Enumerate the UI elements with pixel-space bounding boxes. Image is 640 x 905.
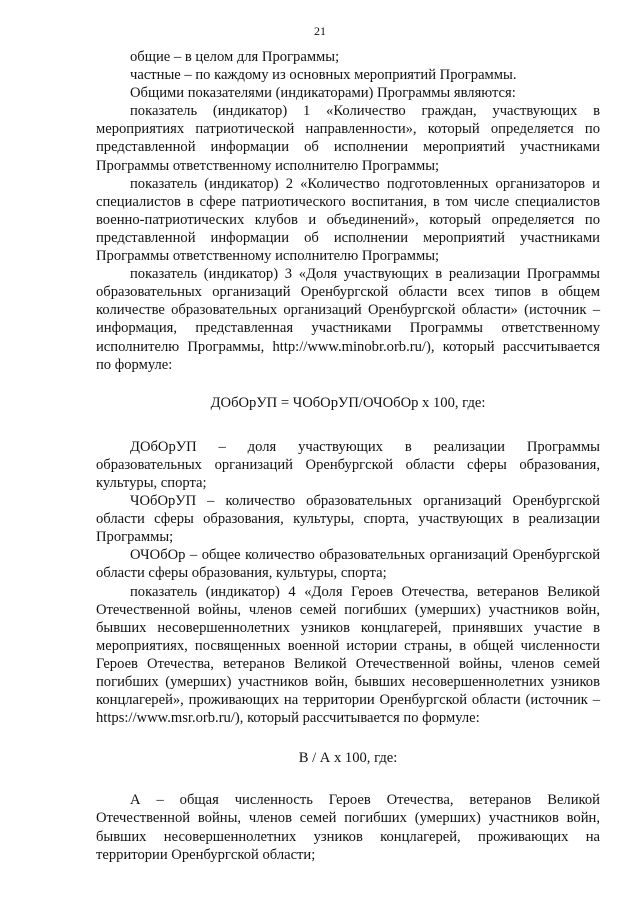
formula-2: В / А x 100, где: xyxy=(298,750,398,767)
paragraph: показатель (индикатор) 1 «Количество граждан, участвующих в мероприятиях патриотической направленности», который определяется по представленной информации об исполнении мероприятий участниками Программы ответственному исполнителю Программы; xyxy=(96,103,600,174)
paragraph: показатель (индикатор) 2 «Количество подготовленных организаторов и специалистов в сфере патриотического воспитания, в том числе специалистов военно-патриотических клубов и объединений», который определяется по представленной информации об исполнении мероприятий участниками Программы ответственному исполнителю Программы; xyxy=(96,175,600,265)
paragraph: общие – в целом для Программы; xyxy=(130,49,340,65)
definition: ДОбОрУП – доля участвующих в реализации Программы образовательных организаций Оренбургской области сферы образования, культуры, спорта; xyxy=(96,438,600,491)
definition: ЧОбОрУП – количество образовательных организаций Оренбургской области сферы образования, культуры, спорта, участвующих в реализации Программы; xyxy=(96,493,600,546)
page-number: 21 xyxy=(314,24,326,38)
definition: ОЧОбОр – общее количество образовательных организаций Оренбургской области сферы образования, культуры, спорта; xyxy=(96,547,600,582)
document-body xyxy=(96,48,600,864)
paragraph: показатель (индикатор) 4 «Доля Героев Отечества, ветеранов Великой Отечественной войны, членов семей погибших (умерших) участников войн, бывших несовершеннолетних узников концлагерей, принявших участие в мероприятиях, посвященных военной истории страны, в общей численности Героев Отечества, ветеранов Великой Отечественной войны, членов семей погибших (умерших) участников войн, бывших несовершеннолетних узников концлагерей», проживающих на территории Оренбургской области (источник – https://www.msr.orb.ru/), который рассчитывается по формуле: xyxy=(96,583,600,727)
definition: А – общая численность Героев Отечества, ветеранов Великой Отечественной войны, членов семей погибших (умерших) участников войн, бывших несовершеннолетних узников концлагерей, проживающих на территории Оренбургской области; xyxy=(96,792,600,863)
paragraph: показатель (индикатор) 3 «Доля участвующих в реализации Программы образовательных организаций Оренбургской области всех типов в общем количестве образовательных организаций Оренбургской области» (источник – информация, представленная участниками Программы ответственному исполнителю Программы, http://www.minobr.orb.ru/), который рассчитывается по формуле: xyxy=(96,266,600,373)
formula-1: ДОбОрУП = ЧОбОрУП/ОЧОбОр x 100, где: xyxy=(210,394,486,411)
paragraph: Общими показателями (индикаторами) Программы являются: xyxy=(130,85,516,102)
paragraph: частные – по каждому из основных мероприятий Программы. xyxy=(130,67,517,84)
